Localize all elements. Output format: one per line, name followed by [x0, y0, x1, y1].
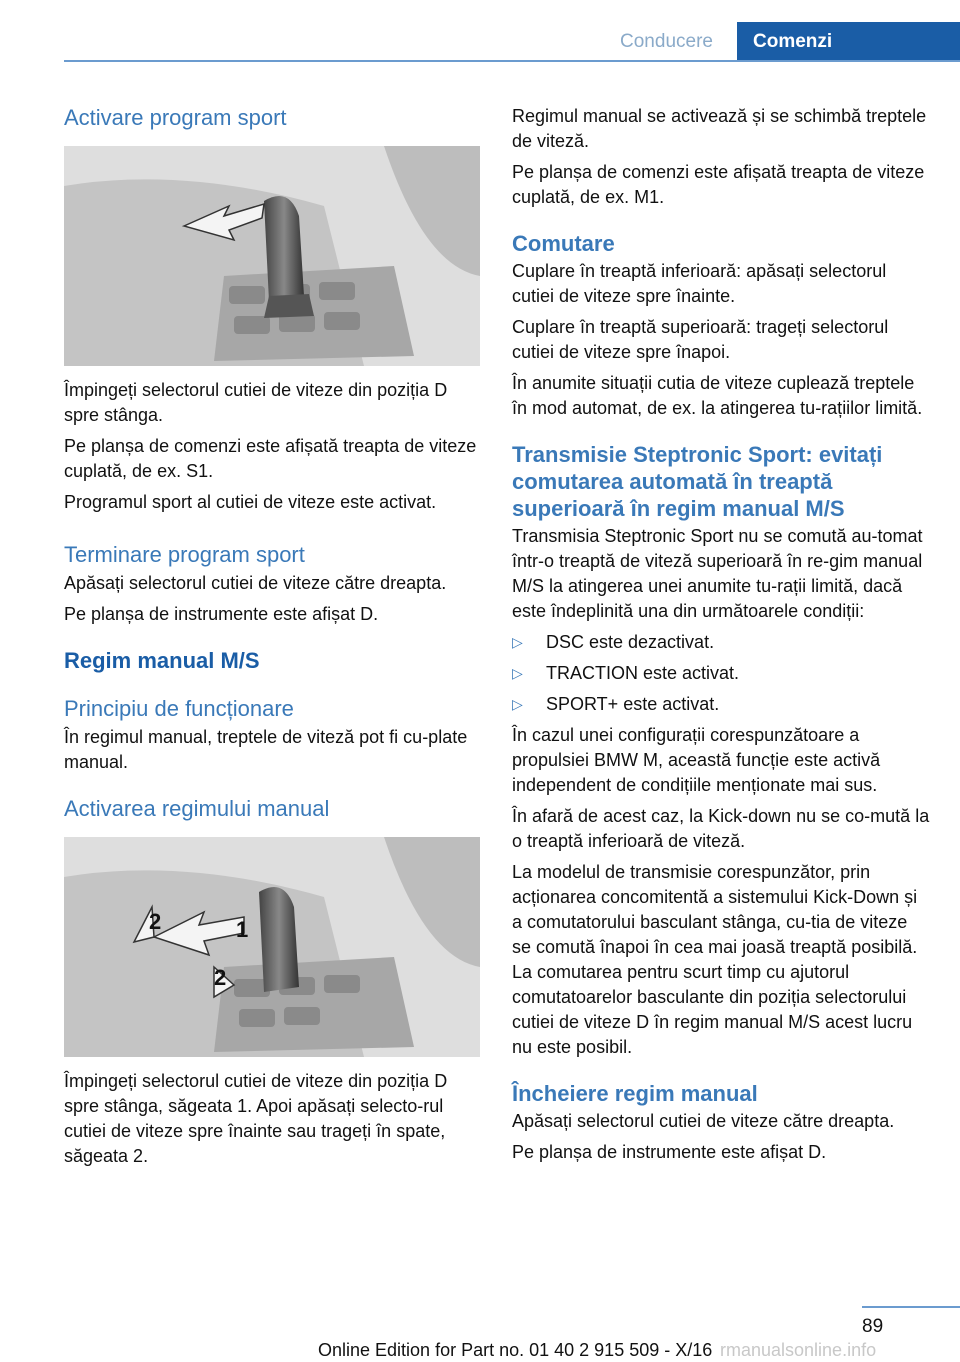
list-item — [512, 692, 930, 717]
heading-principle: Principiu de funcționare — [64, 696, 294, 721]
heading-sport-program-off: Terminare program sport — [64, 542, 305, 567]
right-column — [512, 100, 930, 1165]
header-rule — [64, 60, 960, 62]
illustration-gear-selector-left — [64, 146, 480, 366]
illustration-gear-selector-manual — [64, 837, 480, 1057]
edition-note: Online Edition for Part no. 01 40 2 915 509 - X/16 — [318, 1340, 713, 1360]
paragraph: În anumite situații cutia de viteze cuplează treptele în mod automat, de ex. la atingerea tu-rațiilor limită. — [512, 373, 923, 418]
heading-sport-program-on: Activare program sport — [64, 105, 287, 130]
heading-steptronic: Transmisie Steptronic Sport: evitați comutarea automată în treaptă superioară în regim manual M/S — [512, 442, 883, 521]
footer-rule — [862, 1306, 960, 1308]
paragraph: În cazul unei configurații corespunzătoare a propulsiei BMW M, această funcție este activă independent de condițiile menționate mai sus. — [512, 725, 881, 795]
triangle-bullet-icon: ▷ — [512, 696, 523, 712]
list-item-text: SPORT+ este activat. — [546, 694, 720, 714]
paragraph: Cuplare în treaptă superioară: trageți selectorul cutiei de viteze spre înapoi. — [512, 317, 889, 362]
list-item — [512, 661, 930, 686]
gear-selector-illustration — [64, 146, 480, 366]
arrow-label-2-bottom: 2 — [214, 965, 227, 990]
gear-selector-manual-illustration — [64, 837, 480, 1057]
heading-end-manual: Încheiere regim manual — [512, 1081, 758, 1106]
condition-list — [512, 630, 930, 717]
left-column — [64, 100, 482, 1169]
page-number: 89 — [862, 1316, 884, 1337]
heading-activate-manual: Activarea regimului manual — [64, 796, 330, 821]
paragraph: Apăsați selectorul cutiei de viteze către dreapta. — [512, 1111, 895, 1131]
header-chapter-tab: Comenzi — [737, 22, 960, 60]
paragraph: În regimul manual, treptele de viteză pot fi cu-plate manual. — [64, 727, 468, 772]
paragraph: Apăsați selectorul cutiei de viteze către dreapta. — [64, 573, 447, 593]
paragraph: Împingeți selectorul cutiei de viteze din poziția D spre stânga, săgeata 1. Apoi apăsați selecto-rul cutiei de viteze spre înainte sau trageți în spate, săgeata 2. — [64, 1071, 448, 1166]
triangle-bullet-icon: ▷ — [512, 665, 523, 681]
paragraph: Pe planșa de instrumente este afișat D. — [64, 604, 379, 624]
page-header — [0, 0, 960, 62]
arrow-label-1: 1 — [236, 917, 249, 942]
heading-switch: Comutare — [512, 231, 615, 256]
list-item — [512, 630, 930, 655]
paragraph: La modelul de transmisie corespunzător, prin acționarea concomitentă a sistemului Kick-Down și a comutatorului basculant stânga, cu-tia de viteze se comută înapoi în cea mai joasă treaptă posibilă. La comutarea pentru scurt timp cu ajutorul comutatoarelor basculante din poziția selectorului cutiei de viteze D în regim manual M/S acest lucru nu este posibil. — [512, 862, 918, 1057]
list-item-text: DSC este dezactivat. — [546, 632, 715, 652]
list-item-text: TRACTION este activat. — [546, 663, 740, 683]
watermark: rmanualsonline.info — [720, 1340, 877, 1360]
header-section: Conducere — [620, 31, 713, 52]
paragraph: Pe planșa de comenzi este afișată treapta de viteze cuplată, de ex. S1. — [64, 436, 477, 481]
paragraph: Programul sport al cutiei de viteze este activat. — [64, 492, 437, 512]
paragraph: Transmisia Steptronic Sport nu se comută au-tomat într-o treaptă de viteză superioară în re-gim manual M/S la atingerea unei anumite tu-rații limită, dacă este îndeplinită una din următoarele condiții: — [512, 526, 923, 621]
paragraph: În afară de acest caz, la Kick-down nu se co-mută la o treaptă inferioară de viteză. — [512, 806, 930, 851]
paragraph: Pe planșa de instrumente este afișat D. — [512, 1142, 827, 1162]
paragraph: Pe planșa de comenzi este afișată treapta de viteze cuplată, de ex. M1. — [512, 162, 925, 207]
paragraph: Regimul manual se activează și se schimbă treptele de viteză. — [512, 106, 927, 151]
triangle-bullet-icon: ▷ — [512, 634, 523, 650]
paragraph: Cuplare în treaptă inferioară: apăsați selectorul cutiei de viteze spre înainte. — [512, 261, 887, 306]
paragraph: Împingeți selectorul cutiei de viteze din poziția D spre stânga. — [64, 380, 448, 425]
heading-manual-mode: Regim manual M/S — [64, 648, 260, 673]
arrow-label-2-top: 2 — [149, 909, 162, 934]
